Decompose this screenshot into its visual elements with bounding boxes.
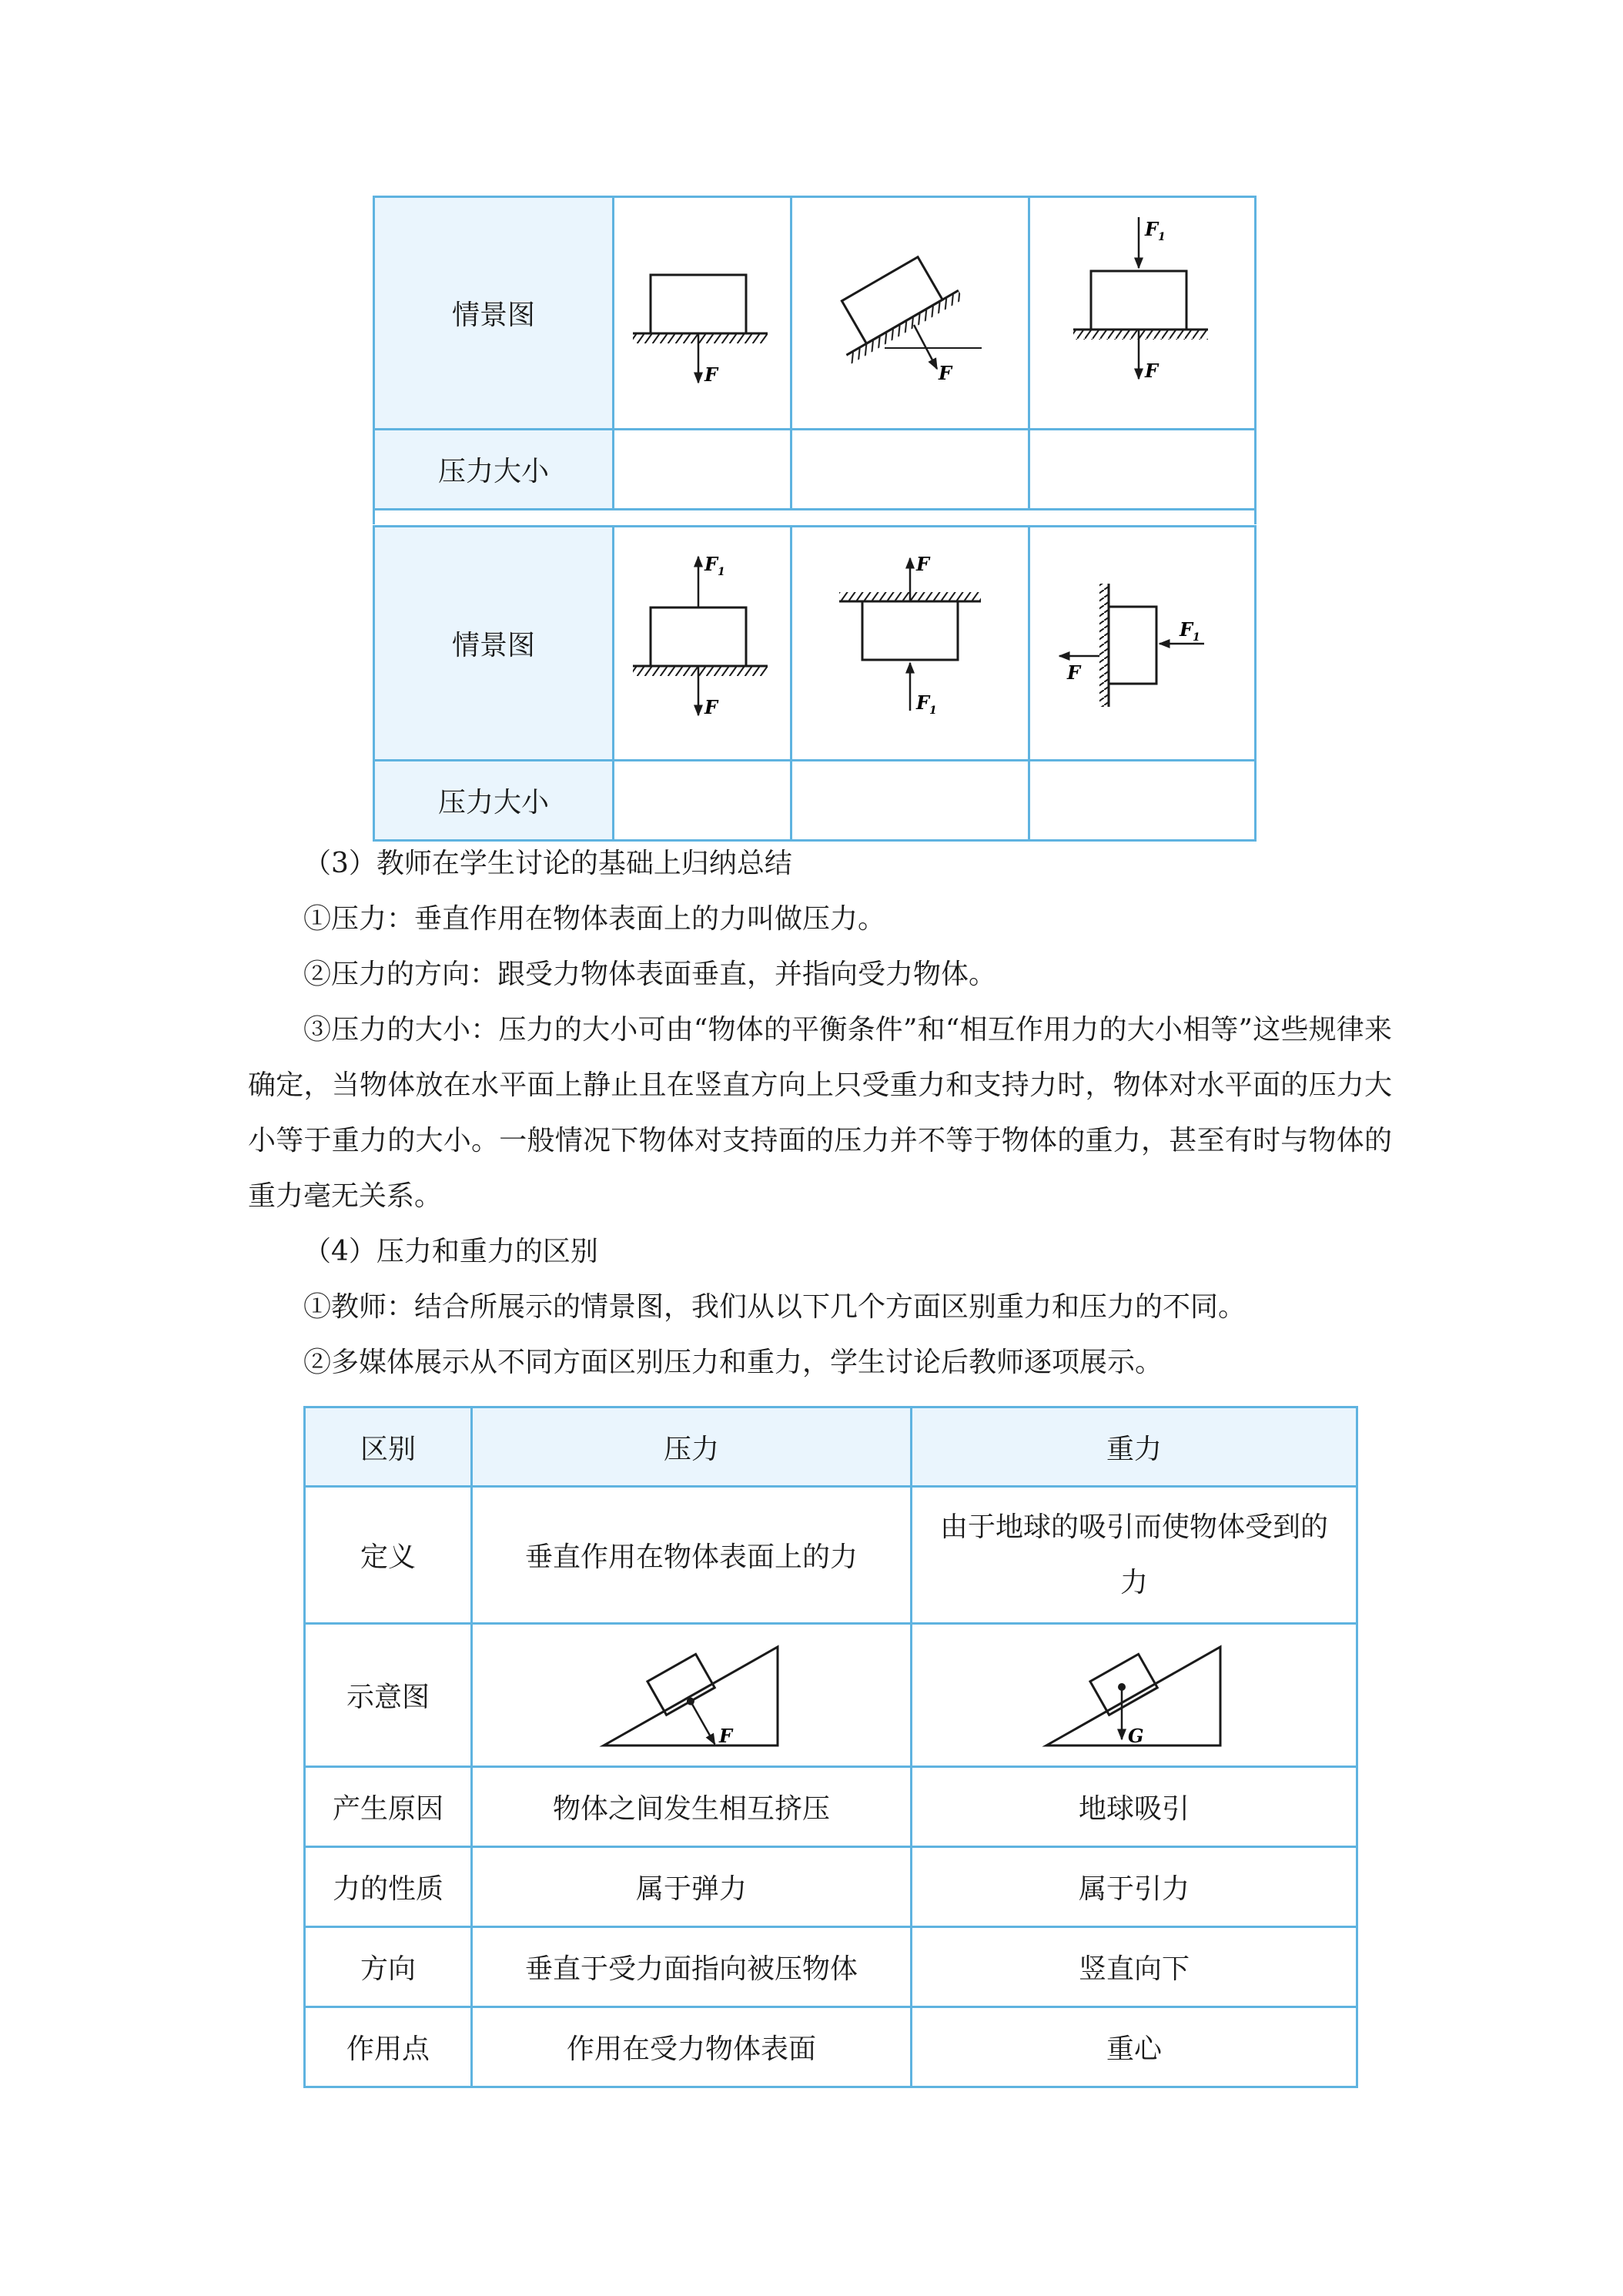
scenario-diagram-pressed-block — [1029, 197, 1256, 430]
svg-text:F1: $F_1$ — [916, 691, 937, 717]
pressure-nature: 属于弹力 — [472, 1847, 912, 1927]
pressure-incline-diagram — [472, 1624, 912, 1767]
section-4-heading: （4）压力和重力的区别 — [303, 1236, 598, 1267]
header-difference: 区别 — [305, 1407, 472, 1487]
row-label-nature: 力的性质 — [305, 1847, 472, 1927]
row-label-point: 作用点 — [305, 2007, 472, 2087]
pressure-point: 作用在受力物体表面 — [472, 2007, 912, 2087]
paragraph-pressure-magnitude: ③压力的大小：压力的大小可由“物体的平衡条件”和“相互作用力的大小相等”这些规律来确定，当物体放在水平面上静止且在竖直方向上只受重力和支持力时，物体对水平面的压力大小等于重力的大小。一般情况下物体对支持面的压力并不等于物体的重力，甚至有时与物体的重力毫无关系。 — [248, 1014, 1392, 1212]
pressure-definition: 垂直作用在物体表面上的力 — [472, 1487, 912, 1624]
scenario-label: 情景图 — [374, 197, 614, 430]
svg-text:F1: $F_1$ — [1179, 618, 1200, 644]
paragraph-pressure-direction: ②压力的方向：跟受力物体表面垂直，并指向受力物体。 — [303, 959, 997, 990]
pressure-label: 压力大小 — [374, 430, 614, 510]
comparison-table — [303, 1406, 1358, 2088]
pressure-answer-cell — [791, 761, 1029, 841]
pressure-direction: 垂直于受力面指向被压物体 — [472, 1927, 912, 2007]
force-label-f: F — [704, 695, 718, 718]
force-label-f1: F — [1179, 618, 1193, 641]
svg-text:F1: $F_1$ — [704, 552, 725, 578]
gravity-definition: 由于地球的吸引而使物体受到的力 — [912, 1487, 1357, 1624]
force-label-f: F — [1066, 661, 1080, 684]
scenario-diagram-flat-block — [614, 197, 791, 430]
row-label-diagram: 示意图 — [305, 1624, 472, 1767]
paragraph-pressure-definition: ①压力：垂直作用在物体表面上的力叫做压力。 — [303, 903, 886, 935]
header-gravity: 重力 — [912, 1407, 1357, 1487]
pressure-answer-cell — [1029, 430, 1256, 510]
header-pressure: 压力 — [472, 1407, 912, 1487]
pressure-answer-cell — [791, 430, 1029, 510]
force-label-f: F — [1144, 359, 1158, 382]
force-label-g: G — [1128, 1724, 1144, 1747]
scenario-diagram-pulled-block — [614, 527, 791, 761]
pressure-answer-cell — [1029, 761, 1256, 841]
row-label-cause: 产生原因 — [305, 1767, 472, 1847]
row-label-definition: 定义 — [305, 1487, 472, 1624]
scenario-diagram-wall-block — [1029, 527, 1256, 761]
force-label-f1: F — [1144, 217, 1158, 240]
force-label-f: F — [939, 361, 952, 384]
gravity-point: 重心 — [912, 2007, 1357, 2087]
pressure-label: 压力大小 — [374, 761, 614, 841]
paragraph-teacher: ①教师：结合所展示的情景图，我们从以下几个方面区别重力和压力的不同。 — [303, 1291, 1247, 1323]
gravity-incline-diagram — [912, 1624, 1357, 1767]
scenario-diagram-ceiling-block — [791, 527, 1029, 761]
pressure-answer-cell — [614, 761, 791, 841]
force-label-f: F — [719, 1724, 733, 1747]
force-label-f: F — [916, 552, 930, 575]
paragraph-multimedia: ②多媒体展示从不同方面区别压力和重力，学生讨论后教师逐项展示。 — [303, 1347, 1163, 1378]
force-label-f: F — [704, 363, 718, 386]
gravity-direction: 竖直向下 — [912, 1927, 1357, 2007]
gravity-cause: 地球吸引 — [912, 1767, 1357, 1847]
scenario-table-1 — [373, 196, 1257, 510]
force-label-f1: F — [916, 691, 930, 714]
scenario-table-2 — [373, 525, 1257, 842]
svg-text:F1: $F_1$ — [1144, 217, 1166, 243]
gravity-nature: 属于引力 — [912, 1847, 1357, 1927]
table-gap — [373, 509, 1257, 524]
section-3-heading: （3）教师在学生讨论的基础上归纳总结 — [303, 848, 792, 879]
scenario-label: 情景图 — [374, 527, 614, 761]
pressure-answer-cell — [614, 430, 791, 510]
pressure-cause: 物体之间发生相互挤压 — [472, 1767, 912, 1847]
scenario-diagram-incline-block — [791, 197, 1029, 430]
force-label-f1: F — [704, 552, 718, 575]
row-label-direction: 方向 — [305, 1927, 472, 2007]
